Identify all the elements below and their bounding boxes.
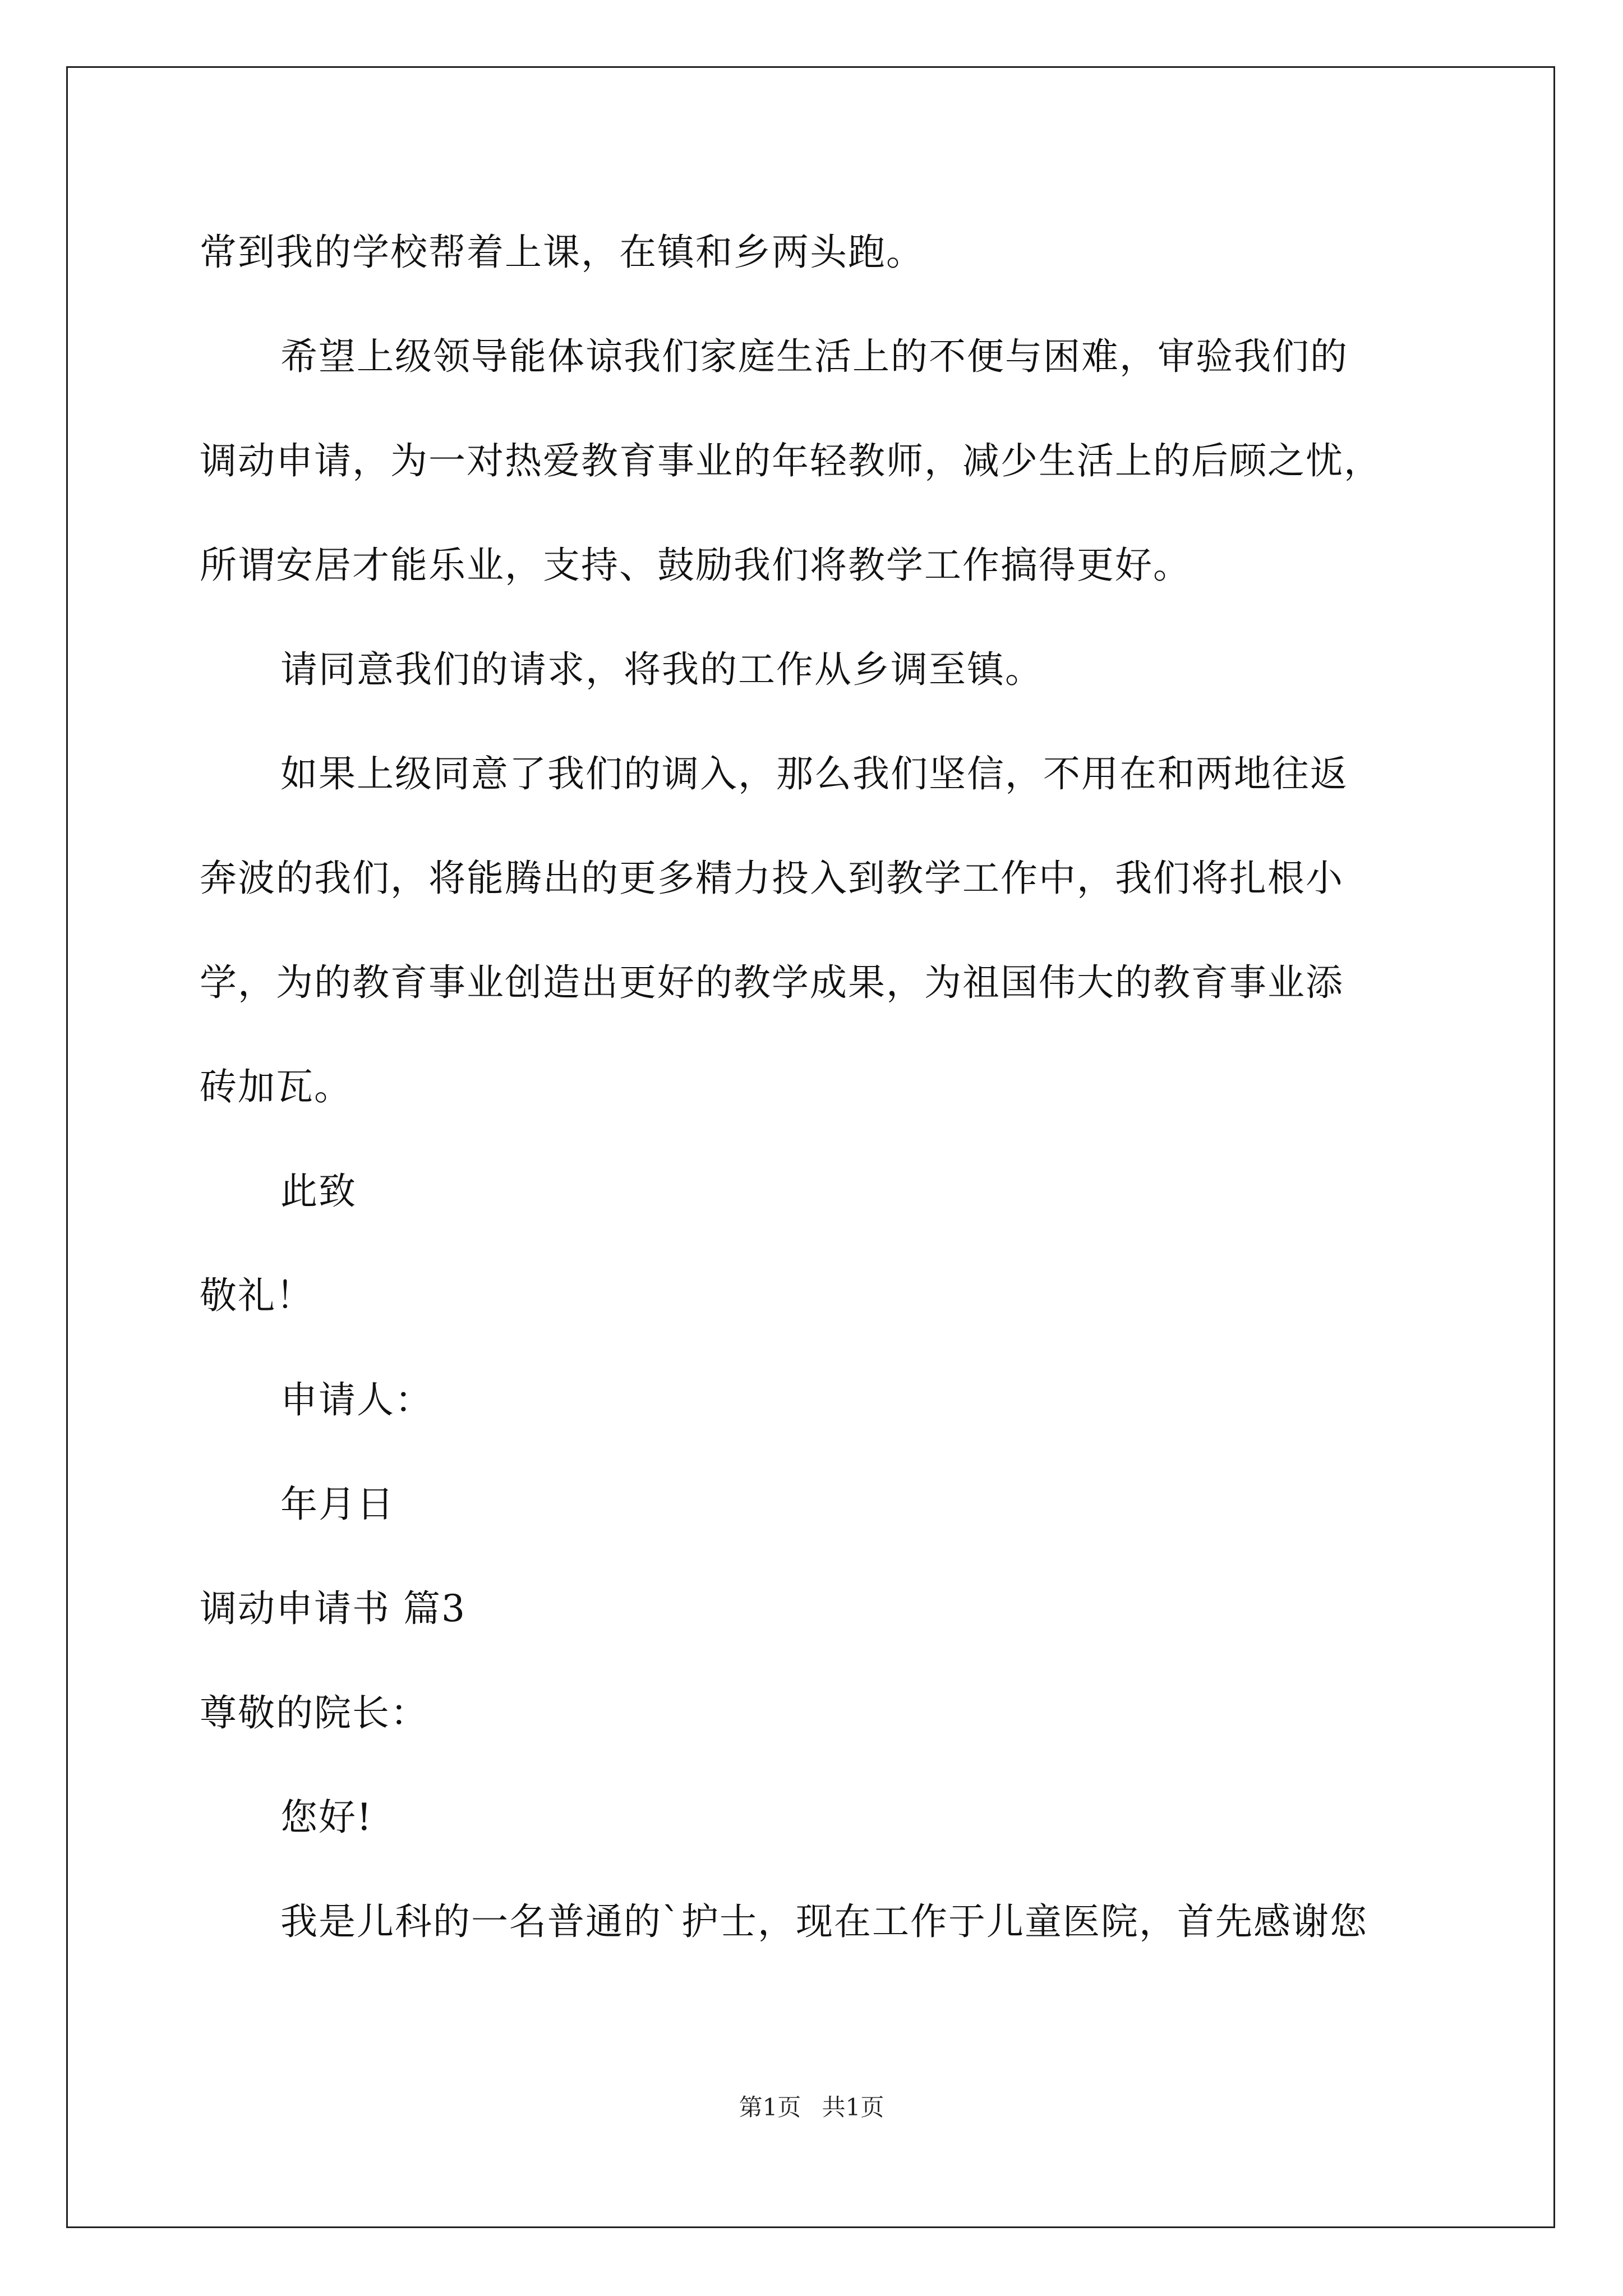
text-line-10: 此致 [280, 1170, 357, 1213]
text-line-17: 我是儿科的一名普通的`护士，现在工作于儿童医院，首先感谢您 [280, 1900, 1368, 1943]
text-line-7: 奔波的我们，将能腾出的更多精力投入到教学工作中，我们将扎根小 [200, 857, 1344, 900]
text-line-11: 敬礼！ [200, 1274, 314, 1317]
text-line-12: 申请人： [280, 1378, 433, 1421]
salutation: 尊敬的院长： [200, 1691, 428, 1734]
text-line-4: 所谓安居才能乐业，支持、鼓励我们将教学工作搞得更好。 [200, 544, 1191, 587]
page-total: 共1页 [822, 2093, 884, 2121]
text-line-6: 如果上级同意了我们的调入，那么我们坚信，不用在和两地往返 [280, 752, 1348, 795]
text-line-5: 请同意我们的请求，将我的工作从乡调至镇。 [280, 648, 1043, 691]
page-footer [0, 2093, 1623, 2122]
text-line-9: 砖加瓦。 [200, 1065, 352, 1108]
text-line-3: 调动申请，为一对热爱教育事业的年轻教师，减少生活上的后顾之忧， [200, 439, 1382, 482]
greeting: 您好! [280, 1796, 373, 1839]
text-line-13: 年月日 [280, 1483, 395, 1526]
page-current: 第1页 [739, 2093, 801, 2121]
text-line-2: 希望上级领导能体谅我们家庭生活上的不便与困难，审验我们的 [280, 335, 1348, 378]
text-line-8: 学，为的教育事业创造出更好的教学成果，为祖国伟大的教育事业添 [200, 961, 1344, 1004]
text-line-1: 常到我的学校帮着上课，在镇和乡两头跑。 [200, 231, 924, 274]
section-heading: 调动申请书 篇3 [200, 1587, 466, 1630]
